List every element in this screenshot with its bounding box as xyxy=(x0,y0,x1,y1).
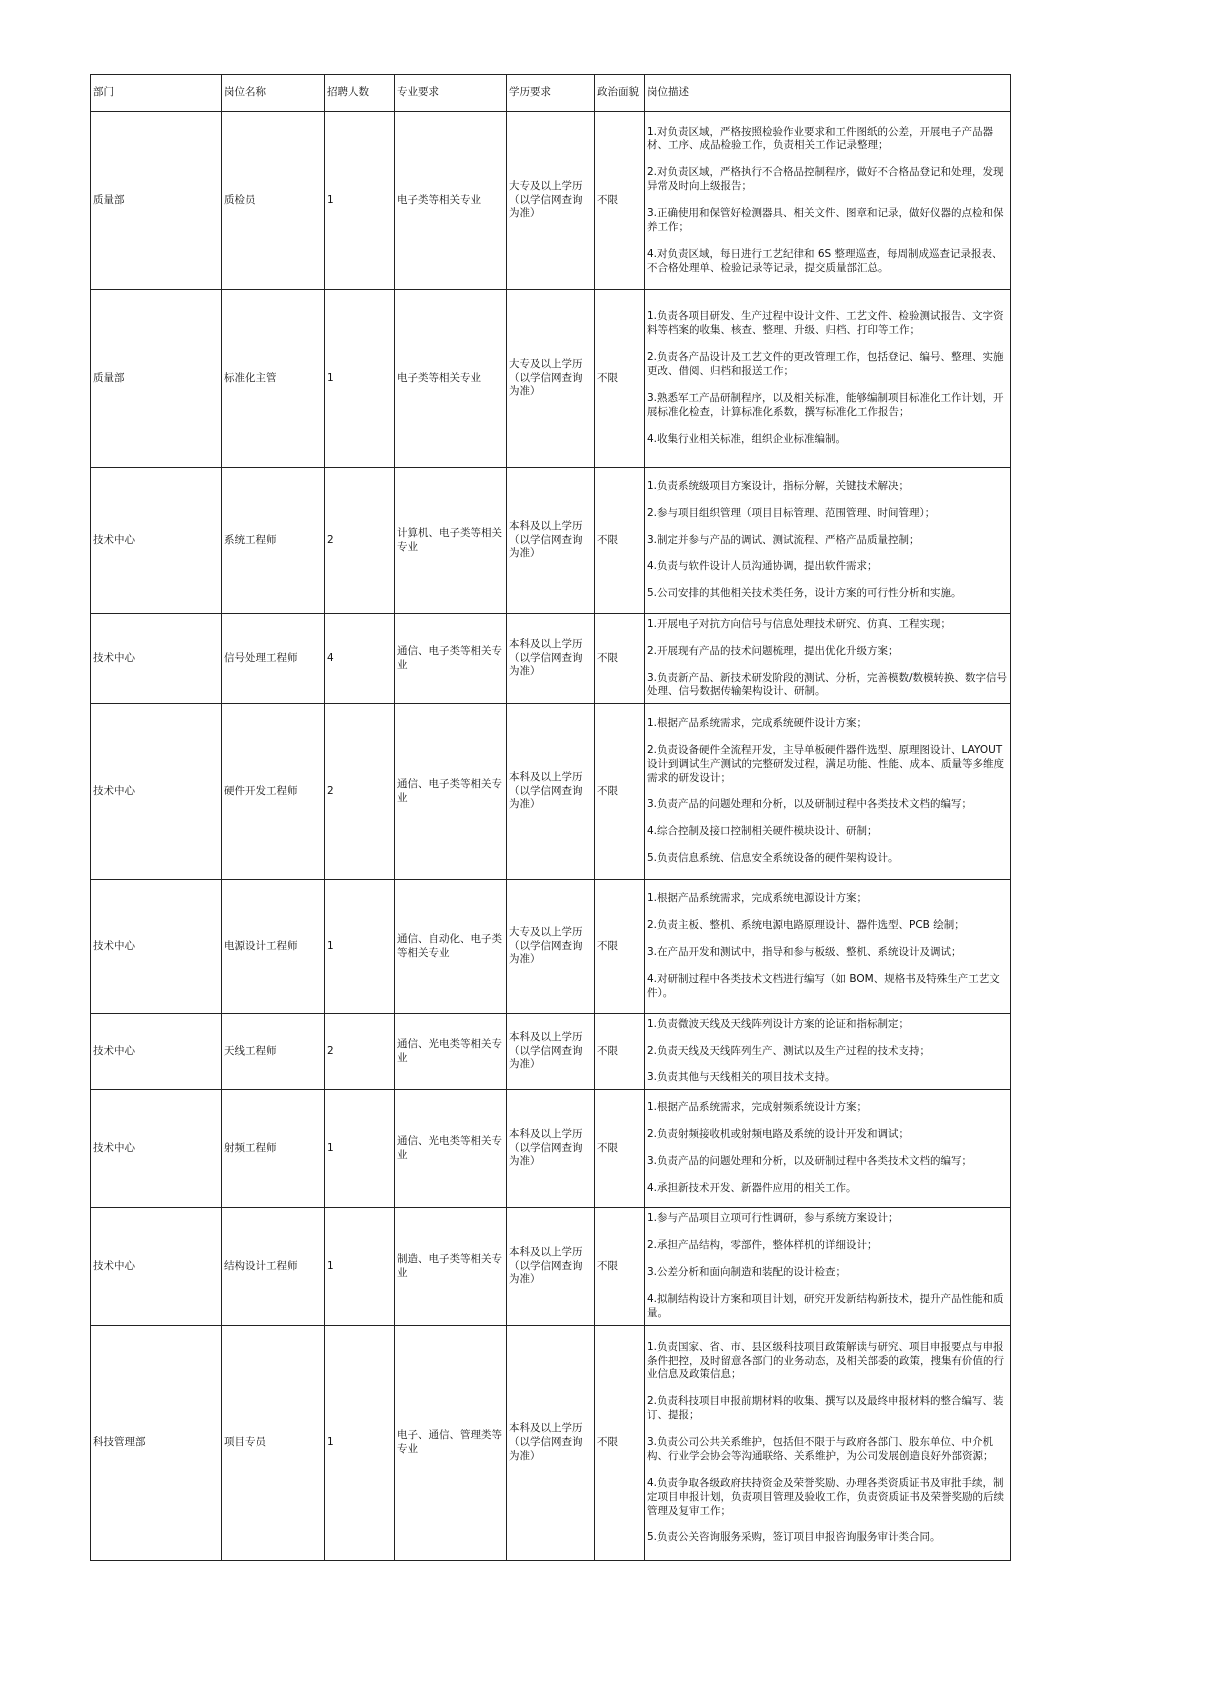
count-cell: 4 xyxy=(325,614,395,704)
major-cell: 通信、光电类等相关专业 xyxy=(395,1090,507,1208)
count-cell: 1 xyxy=(325,880,395,1014)
education-cell: 大专及以上学历（以学信网查询为准） xyxy=(507,290,595,468)
description-cell xyxy=(645,468,1011,614)
position-cell: 天线工程师 xyxy=(222,1014,325,1090)
position-cell: 系统工程师 xyxy=(222,468,325,614)
description-item: 4.负责争取各级政府扶持资金及荣誉奖励、办理各类资质证书及审批手续，制定项目申报计划，负责项目管理及验收工作，负责资质证书及荣誉奖励的后续管理及复审工作； xyxy=(647,1476,1004,1517)
description-item: 2.开展现有产品的技术问题梳理，提出优化升级方案； xyxy=(647,644,899,657)
education-cell: 大专及以上学历（以学信网查询为准） xyxy=(507,880,595,1014)
political-cell: 不限 xyxy=(595,112,645,290)
description-item: 3.负责产品的问题处理和分析，以及研制过程中各类技术文档的编写； xyxy=(647,798,973,811)
political-cell: 不限 xyxy=(595,704,645,880)
dept-cell: 技术中心 xyxy=(91,1014,222,1090)
count-cell: 2 xyxy=(325,468,395,614)
political-cell: 不限 xyxy=(595,290,645,468)
description-cell xyxy=(645,880,1011,1014)
description-cell xyxy=(645,704,1011,880)
major-cell: 通信、电子类等相关专业 xyxy=(395,704,507,880)
description-item: 2.参与项目组织管理（项目目标管理、范围管理、时间管理）； xyxy=(647,506,936,519)
major-cell: 通信、自动化、电子类等相关专业 xyxy=(395,880,507,1014)
dept-cell: 技术中心 xyxy=(91,468,222,614)
header-count: 招聘人数 xyxy=(325,75,395,112)
description-item: 2.负责各产品设计及工艺文件的更改管理工作，包括登记、编号、整理、实施更改、借阅、归档和报送工作； xyxy=(647,351,1004,378)
dept-cell: 科技管理部 xyxy=(91,1326,222,1561)
table-row xyxy=(91,112,1011,290)
table-body xyxy=(91,112,1011,1561)
description-item: 3.公差分析和面向制造和装配的设计检查； xyxy=(647,1266,847,1279)
description-cell xyxy=(645,1208,1011,1326)
position-cell: 结构设计工程师 xyxy=(222,1208,325,1326)
dept-cell: 技术中心 xyxy=(91,704,222,880)
major-cell: 制造、电子类等相关专业 xyxy=(395,1208,507,1326)
table-row xyxy=(91,290,1011,468)
table-row xyxy=(91,1326,1011,1561)
description-item: 3.负责公司公共关系维护，包括但不限于与政府各部门、股东单位、中介机构、行业学会协会等沟通联络、关系维护，为公司发展创造良好外部资源； xyxy=(647,1436,994,1462)
description-item: 1.对负责区域，严格按照检验作业要求和工件图纸的公差，开展电子产品器材、工序、成品检验工作，负责相关工作记录整理； xyxy=(647,125,994,152)
description-item: 2.负责科技项目申报前期材料的收集、撰写以及最终申报材料的整合编写、装订、提报； xyxy=(647,1395,1004,1422)
count-cell: 1 xyxy=(325,290,395,468)
description-item: 4.对负责区域，每日进行工艺纪律和 6S 整理巡查，每周制成巡查记录报表、不合格处理单、检验记录等记录，提交质量部汇总。 xyxy=(647,247,1003,274)
description-item: 3.在产品开发和测试中，指导和参与板级、整机、系统设计及调试； xyxy=(647,946,962,959)
table-row xyxy=(91,1014,1011,1090)
position-cell: 射频工程师 xyxy=(222,1090,325,1208)
count-cell: 2 xyxy=(325,1014,395,1090)
header-description: 岗位描述 xyxy=(645,75,1011,112)
political-cell: 不限 xyxy=(595,1014,645,1090)
table-row xyxy=(91,1090,1011,1208)
major-cell: 通信、光电类等相关专业 xyxy=(395,1014,507,1090)
education-cell: 本科及以上学历（以学信网查询为准） xyxy=(507,1014,595,1090)
political-cell: 不限 xyxy=(595,614,645,704)
description-item: 1.负责国家、省、市、县区级科技项目政策解读与研究、项目申报要点与申报条件把控，及时留意各部门的业务动态，及相关部委的政策，搜集有价值的行业信息及政策信息； xyxy=(647,1340,1004,1381)
education-cell: 本科及以上学历（以学信网查询为准） xyxy=(507,468,595,614)
education-cell: 本科及以上学历（以学信网查询为准） xyxy=(507,1208,595,1326)
position-cell: 质检员 xyxy=(222,112,325,290)
position-cell: 标准化主管 xyxy=(222,290,325,468)
description-item: 4.对研制过程中各类技术文档进行编写（如 BOM、规格书及特殊生产工艺文件）。 xyxy=(647,972,1000,999)
description-item: 4.拟制结构设计方案和项目计划，研究开发新结构新技术，提升产品性能和质量。 xyxy=(647,1292,1004,1319)
political-cell: 不限 xyxy=(595,880,645,1014)
education-cell: 本科及以上学历（以学信网查询为准） xyxy=(507,1090,595,1208)
count-cell: 1 xyxy=(325,1326,395,1561)
header-position: 岗位名称 xyxy=(222,75,325,112)
dept-cell: 质量部 xyxy=(91,290,222,468)
count-cell: 1 xyxy=(325,1090,395,1208)
education-cell: 大专及以上学历（以学信网查询为准） xyxy=(507,112,595,290)
education-cell: 本科及以上学历（以学信网查询为准） xyxy=(507,614,595,704)
description-item: 2.负责天线及天线阵列生产、测试以及生产过程的技术支持； xyxy=(647,1044,931,1057)
count-cell: 2 xyxy=(325,704,395,880)
political-cell: 不限 xyxy=(595,1090,645,1208)
position-cell: 硬件开发工程师 xyxy=(222,704,325,880)
political-cell: 不限 xyxy=(595,468,645,614)
description-cell xyxy=(645,1014,1011,1090)
education-cell: 本科及以上学历（以学信网查询为准） xyxy=(507,704,595,880)
recruitment-table xyxy=(90,74,1011,1561)
description-item: 3.正确使用和保管好检测器具、相关文件、图章和记录，做好仪器的点检和保养工作； xyxy=(647,207,1004,233)
description-item: 1.负责各项目研发、生产过程中设计文件、工艺文件、检验测试报告、文字资料等档案的收集、核查、整理、升级、归档、打印等工作； xyxy=(647,310,1004,337)
description-item: 1.参与产品项目立项可行性调研，参与系统方案设计； xyxy=(647,1212,899,1225)
description-cell xyxy=(645,614,1011,704)
description-item: 2.承担产品结构，零部件，整体样机的详细设计； xyxy=(647,1239,878,1252)
table-row xyxy=(91,1208,1011,1326)
description-item: 4.收集行业相关标准，组织企业标准编制。 xyxy=(647,432,847,445)
dept-cell: 技术中心 xyxy=(91,1208,222,1326)
position-cell: 项目专员 xyxy=(222,1326,325,1561)
dept-cell: 技术中心 xyxy=(91,614,222,704)
description-item: 3.熟悉军工产品研制程序，以及相关标准，能够编制项目标准化工作计划，开展标准化检查，计算标准化系数，撰写标准化工作报告； xyxy=(647,391,1004,418)
table-row xyxy=(91,880,1011,1014)
description-item: 5.负责公关咨询服务采购，签订项目申报咨询服务审计类合同。 xyxy=(647,1531,941,1544)
major-cell: 计算机、电子类等相关专业 xyxy=(395,468,507,614)
header-political: 政治面貌 xyxy=(595,75,645,112)
description-cell xyxy=(645,290,1011,468)
description-item: 4.承担新技术开发、新器件应用的相关工作。 xyxy=(647,1181,857,1194)
political-cell: 不限 xyxy=(595,1208,645,1326)
description-cell xyxy=(645,1090,1011,1208)
position-cell: 电源设计工程师 xyxy=(222,880,325,1014)
table-row xyxy=(91,468,1011,614)
dept-cell: 技术中心 xyxy=(91,880,222,1014)
description-item: 3.制定并参与产品的调试、测试流程、严格产品质量控制； xyxy=(647,533,920,546)
description-item: 3.负责新产品、新技术研发阶段的测试、分析，完善模数/数模转换、数字信号处理、信号数据传输架构设计、研制。 xyxy=(647,671,1008,698)
count-cell: 1 xyxy=(325,1208,395,1326)
description-item: 5.公司安排的其他相关技术类任务，设计方案的可行性分析和实施。 xyxy=(647,587,962,600)
major-cell: 电子、通信、管理类等专业 xyxy=(395,1326,507,1561)
description-item: 2.负责设备硬件全流程开发，主导单板硬件器件选型、原理图设计、LAYOUT 设计到调试生产测试的完整研发过程，满足功能、性能、成本、质量等多维度需求的研发设计； xyxy=(647,743,1004,784)
description-item: 2.对负责区域，严格执行不合格品控制程序，做好不合格品登记和处理，发现异常及时向上级报告； xyxy=(647,166,1004,193)
dept-cell: 技术中心 xyxy=(91,1090,222,1208)
description-item: 2.负责射频接收机或射频电路及系统的设计开发和调试； xyxy=(647,1128,910,1141)
description-item: 1.根据产品系统需求，完成系统硬件设计方案； xyxy=(647,716,868,729)
description-cell xyxy=(645,1326,1011,1561)
header-major: 专业要求 xyxy=(395,75,507,112)
major-cell: 通信、电子类等相关专业 xyxy=(395,614,507,704)
table-row xyxy=(91,614,1011,704)
description-item: 1.负责系统级项目方案设计，指标分解，关键技术解决； xyxy=(647,479,910,492)
description-item: 1.开展电子对抗方向信号与信息处理技术研究、仿真、工程实现； xyxy=(647,617,952,630)
header-education: 学历要求 xyxy=(507,75,595,112)
count-cell: 1 xyxy=(325,112,395,290)
description-item: 3.负责产品的问题处理和分析，以及研制过程中各类技术文档的编写； xyxy=(647,1155,973,1167)
description-item: 4.综合控制及接口控制相关硬件模块设计、研制； xyxy=(647,825,878,838)
description-item: 1.负责微波天线及天线阵列设计方案的论证和指标制定； xyxy=(647,1017,910,1030)
major-cell: 电子类等相关专业 xyxy=(395,290,507,468)
political-cell: 不限 xyxy=(595,1326,645,1561)
education-cell: 本科及以上学历（以学信网查询为准） xyxy=(507,1326,595,1561)
description-item: 2.负责主板、整机、系统电源电路原理设计、器件选型、PCB 绘制； xyxy=(647,919,965,932)
table-row xyxy=(91,704,1011,880)
header-dept: 部门 xyxy=(91,75,222,112)
table-header-row xyxy=(91,75,1011,112)
major-cell: 电子类等相关专业 xyxy=(395,112,507,290)
description-item: 3.负责其他与天线相关的项目技术支持。 xyxy=(647,1071,836,1084)
description-item: 1.根据产品系统需求，完成系统电源设计方案； xyxy=(647,892,868,905)
description-item: 5.负责信息系统、信息安全系统设备的硬件架构设计。 xyxy=(647,852,899,865)
description-item: 4.负责与软件设计人员沟通协调，提出软件需求； xyxy=(647,560,878,573)
description-cell xyxy=(645,112,1011,290)
description-item: 1.根据产品系统需求，完成射频系统设计方案； xyxy=(647,1101,868,1114)
dept-cell: 质量部 xyxy=(91,112,222,290)
position-cell: 信号处理工程师 xyxy=(222,614,325,704)
